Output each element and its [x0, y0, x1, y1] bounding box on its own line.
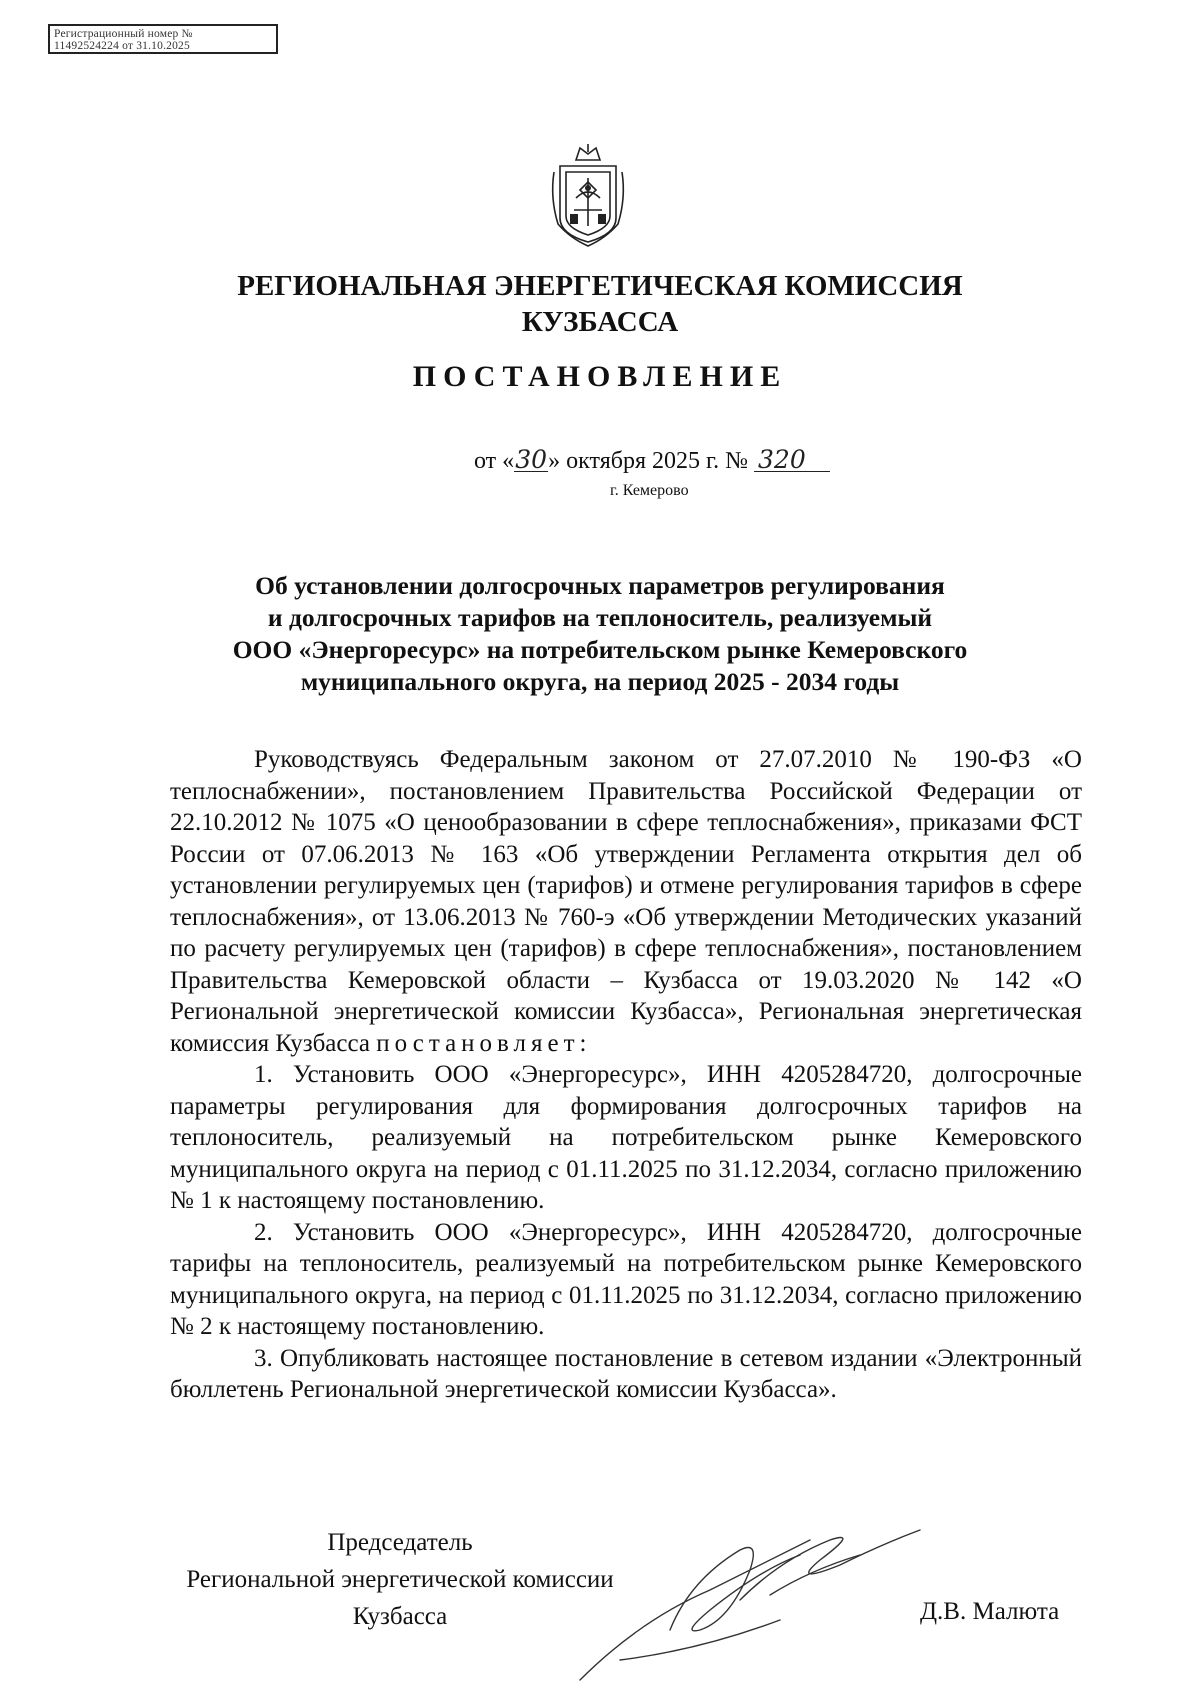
city: г. Кемерово	[610, 482, 689, 499]
date-middle: » октября 2025 г. №	[548, 448, 749, 474]
document-title-line3: ООО «Энергоресурс» на потребительском рынке Кемеровского	[232, 635, 968, 664]
date-day-handwritten: 30	[515, 445, 548, 474]
handwritten-signature	[560, 1500, 940, 1690]
document-body	[170, 744, 1082, 1406]
preamble-paragraph	[170, 744, 1082, 1059]
signatory-name: Д.В. Малюта	[920, 1598, 1060, 1625]
date-line	[474, 445, 830, 475]
document-title-line2: и долгосрочных тарифов на теплоноситель, реализуемый	[267, 603, 933, 632]
item-3: 3. Опубликовать настоящее постановление в сетевом издании «Электронный бюллетень Региональной энергетической комиссии Кузбасса».	[170, 1344, 1082, 1403]
organization-name-line1: РЕГИОНАЛЬНАЯ ЭНЕРГЕТИЧЕСКАЯ КОМИССИЯ	[237, 270, 963, 302]
kuzbass-coat-of-arms-icon	[546, 138, 630, 250]
item-1: 1. Установить ООО «Энергоресурс», ИНН 4205284720, долгосрочные параметры регулирования для формирования долгосрочных тарифов на теплоноситель, реализуемый на потребительском рынке Кемеровского муниципального округа на период с 01.11.2025 по 31.12.2034, согласно приложению № 1 к настоящему постановлению.	[170, 1061, 1082, 1214]
signatory-position-line3: Кузбасса	[352, 1603, 448, 1630]
document-title-line1: Об установлении долгосрочных параметров регулирования	[255, 571, 945, 600]
signatory-position-line2: Региональной энергетической комиссии	[186, 1566, 614, 1593]
date-prefix: от «	[474, 448, 515, 474]
document-title-line4: муниципального округа, на период 2025 - 2034 годы	[300, 667, 900, 696]
registration-stamp-line1: Регистрационный номер №	[54, 28, 193, 40]
organization-name-line2: КУЗБАССА	[521, 306, 679, 338]
signatory-position-line1: Председатель	[327, 1529, 473, 1556]
document-type: ПОСТАНОВЛЕНИЕ	[412, 360, 788, 393]
item-2: 2. Установить ООО «Энергоресурс», ИНН 4205284720, долгосрочные тарифы на теплоноситель, реализуемый на потребительском рынке Кемеровского муниципального округа, на период с 01.11.2025 по 31.12.2034, согласно приложению № 2 к настоящему постановлению.	[170, 1218, 1082, 1340]
registration-stamp-line2: 11492524224 от 31.10.2025	[54, 40, 190, 52]
organization-name	[0, 268, 1200, 340]
document-title	[0, 570, 1200, 698]
decree-word: постановляет:	[376, 1029, 592, 1057]
document-number-handwritten: 320	[754, 449, 830, 472]
registration-stamp	[48, 24, 278, 54]
preamble-text: Руководствуясь Федеральным законом от 27.07.2010 № 190-ФЗ «О теплоснабжении», постановлением Правительства Российской Федерации от 22.10.2012 № 1075 «О ценообразовании в сфере теплоснабжения», приказами ФСТ России от 07.06.2013 № 163 «Об утверждении Регламента открытия дел об установлении регулируемых цен (тарифов) и отмене регулирования тарифов в сфере теплоснабжения», от 13.06.2013 № 760-э «Об утверждении Методических указаний по расчету регулируемых цен (тарифов) в сфере теплоснабжения», постановлением Правительства Кемеровской области – Кузбасса от 19.03.2020 № 142 «О Региональной энергетической комиссии Кузбасса», Региональная энергетическая комиссия Кузбасса	[170, 746, 1082, 1057]
